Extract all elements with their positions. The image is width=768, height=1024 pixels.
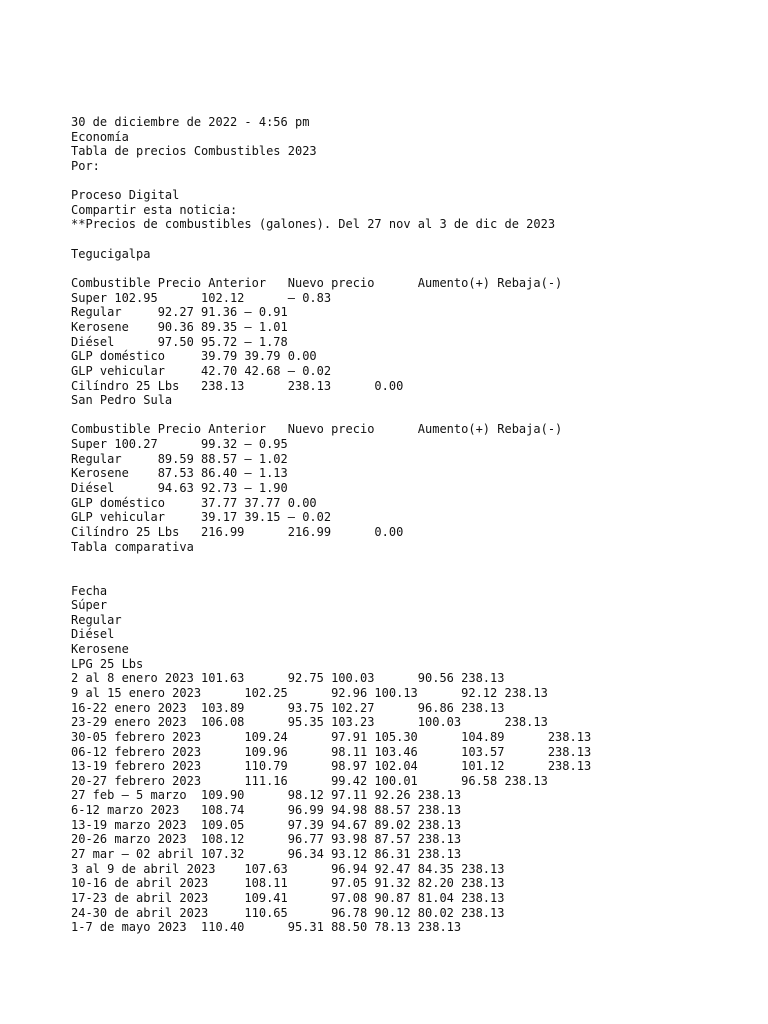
text-line: 24-30 de abril 2023 110.65 96.78 90.12 80.02 238.13 bbox=[71, 905, 505, 920]
text-line bbox=[71, 554, 591, 569]
text-line bbox=[71, 174, 591, 189]
text-line: 27 mar – 02 abril 107.32 96.34 93.12 86.31 238.13 bbox=[71, 847, 462, 862]
text-line bbox=[71, 261, 591, 276]
text-line: GLP doméstico 37.77 37.77 0.00 bbox=[71, 495, 317, 510]
text-line: 30 de diciembre de 2022 - 4:56 pm bbox=[71, 115, 310, 129]
text-line: LPG 25 Lbs bbox=[71, 656, 144, 671]
text-line: Cilíndro 25 Lbs 216.99 216.99 0.00 bbox=[71, 524, 404, 539]
text-line: Kerosene bbox=[71, 642, 129, 657]
text-line: 6-12 marzo 2023 108.74 96.99 94.98 88.57 238.13 bbox=[71, 803, 462, 818]
text-line: GLP doméstico 39.79 39.79 0.00 bbox=[71, 349, 317, 364]
text-line: Combustible Precio Anterior Nuevo precio Aumento(+) Rebaja(-) bbox=[71, 422, 563, 437]
text-line: 9 al 15 enero 2023 102.25 92.96 100.13 92.12 238.13 bbox=[71, 685, 548, 700]
text-line: Kerosene 90.36 89.35 – 1.01 bbox=[71, 319, 288, 334]
text-line: 06-12 febrero 2023 109.96 98.11 103.46 103.57 238.13 bbox=[71, 744, 592, 759]
text-line: Tabla de precios Combustibles 2023 bbox=[71, 144, 317, 159]
text-line: Tabla comparativa bbox=[71, 539, 194, 554]
text-line: 23-29 enero 2023 106.08 95.35 103.23 100.03 238.13 bbox=[71, 715, 548, 730]
text-line: 17-23 de abril 2023 109.41 97.08 90.87 81.04 238.13 bbox=[71, 890, 505, 905]
text-line: Diésel 94.63 92.73 – 1.90 bbox=[71, 481, 288, 496]
text-line: 20-27 febrero 2023 111.16 99.42 100.01 96.58 238.13 bbox=[71, 773, 548, 788]
text-line: Fecha bbox=[71, 583, 108, 598]
text-line: Cilíndro 25 Lbs 238.13 238.13 0.00 bbox=[71, 378, 404, 393]
document-text bbox=[71, 115, 591, 935]
text-line: 20-26 marzo 2023 108.12 96.77 93.98 87.57 238.13 bbox=[71, 832, 462, 847]
text-line: GLP vehicular 42.70 42.68 – 0.02 bbox=[71, 363, 332, 378]
text-line: Proceso Digital bbox=[71, 188, 180, 203]
text-line: 13-19 marzo 2023 109.05 97.39 94.67 89.02 238.13 bbox=[71, 817, 462, 832]
text-line: Compartir esta noticia: bbox=[71, 202, 238, 217]
text-line: Súper bbox=[71, 598, 108, 613]
text-line: San Pedro Sula bbox=[71, 393, 173, 408]
text-line: 1-7 de mayo 2023 110.40 95.31 88.50 78.13 238.13 bbox=[71, 920, 462, 935]
text-line: **Precios de combustibles (galones). Del 27 nov al 3 de dic de 2023 bbox=[71, 217, 556, 232]
text-line bbox=[71, 569, 591, 584]
text-line: GLP vehicular 39.17 39.15 – 0.02 bbox=[71, 510, 332, 525]
text-line: 30-05 febrero 2023 109.24 97.91 105.30 104.89 238.13 bbox=[71, 729, 592, 744]
text-line bbox=[71, 232, 591, 247]
text-line: Regular 92.27 91.36 – 0.91 bbox=[71, 305, 288, 320]
text-line: 13-19 febrero 2023 110.79 98.97 102.04 101.12 238.13 bbox=[71, 759, 592, 774]
text-line: Kerosene 87.53 86.40 – 1.13 bbox=[71, 466, 288, 481]
text-line: Diésel 97.50 95.72 – 1.78 bbox=[71, 334, 288, 349]
text-line: Diésel bbox=[71, 627, 115, 642]
text-line: Combustible Precio Anterior Nuevo precio Aumento(+) Rebaja(-) bbox=[71, 276, 563, 291]
text-line: 10-16 de abril 2023 108.11 97.05 91.32 82.20 238.13 bbox=[71, 876, 505, 891]
text-line bbox=[71, 408, 591, 423]
text-line: Por: bbox=[71, 158, 100, 173]
text-line: Economía bbox=[71, 129, 129, 144]
text-line: 27 feb – 5 marzo 109.90 98.12 97.11 92.26 238.13 bbox=[71, 788, 462, 803]
text-line: 2 al 8 enero 2023 101.63 92.75 100.03 90.56 238.13 bbox=[71, 671, 505, 686]
text-line: Super 100.27 99.32 – 0.95 bbox=[71, 437, 288, 452]
text-line: Regular 89.59 88.57 – 1.02 bbox=[71, 451, 288, 466]
text-line: Super 102.95 102.12 – 0.83 bbox=[71, 290, 332, 305]
text-line: 16-22 enero 2023 103.89 93.75 102.27 96.86 238.13 bbox=[71, 700, 505, 715]
text-line: 3 al 9 de abril 2023 107.63 96.94 92.47 84.35 238.13 bbox=[71, 861, 505, 876]
text-line: Tegucigalpa bbox=[71, 246, 151, 261]
text-line: Regular bbox=[71, 612, 122, 627]
